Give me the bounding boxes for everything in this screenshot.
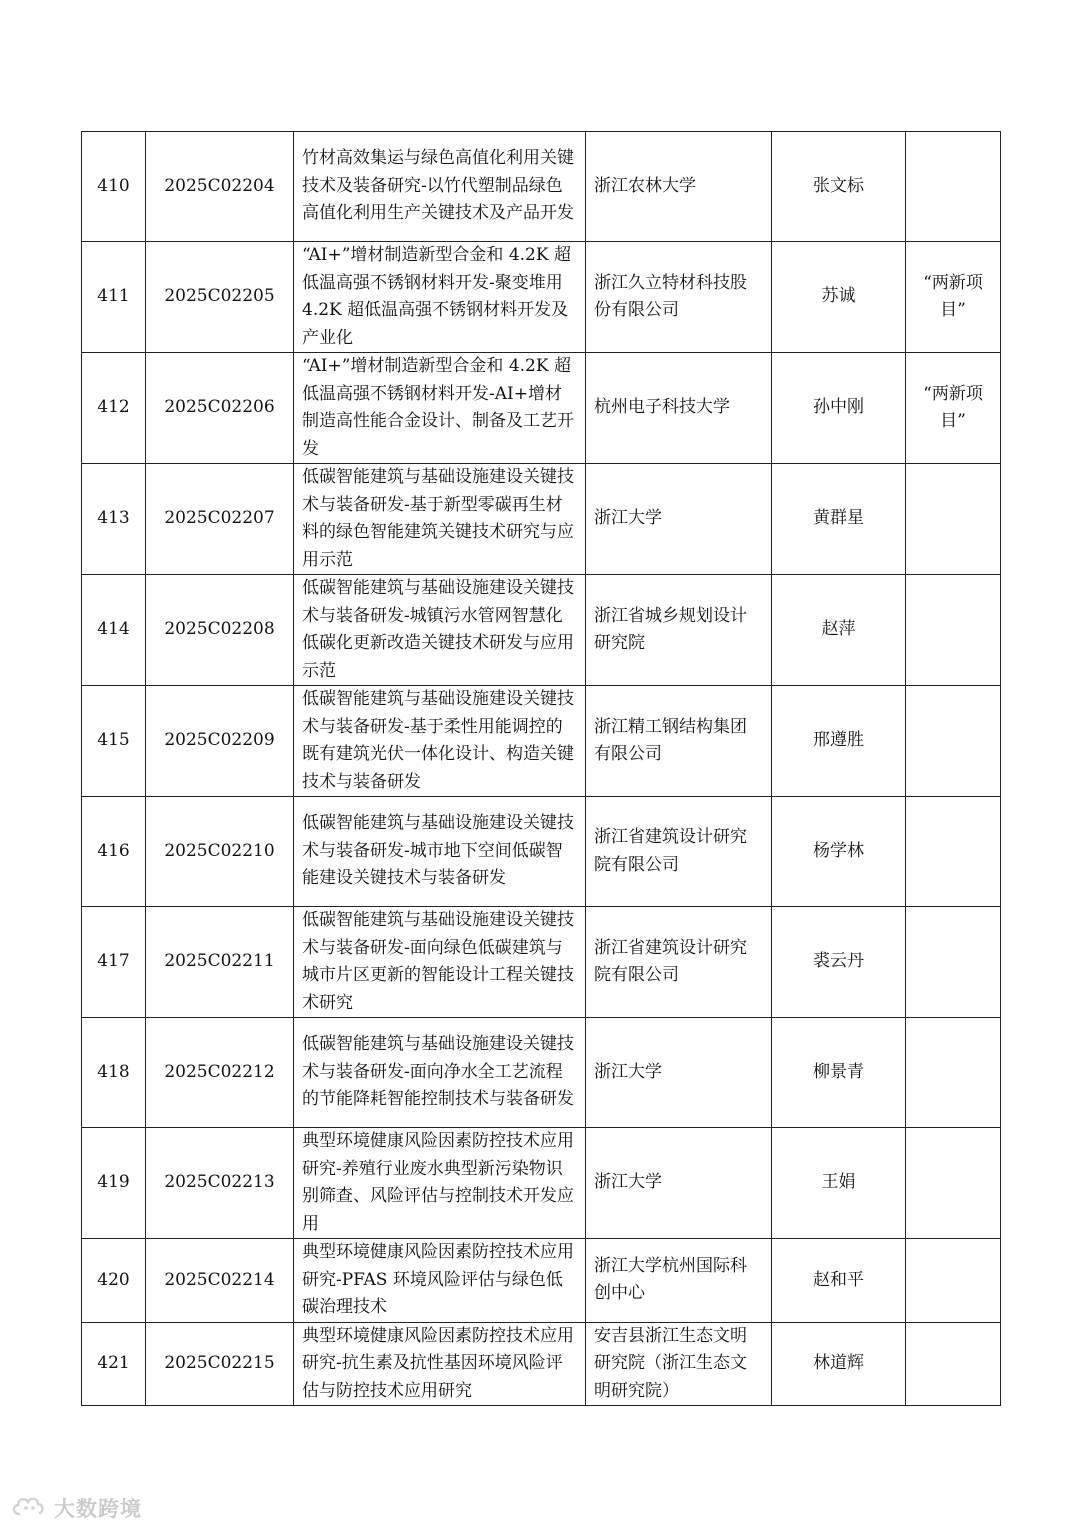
project-code: 2025C02204	[146, 132, 294, 242]
project-name: “AI+”增材制造新型合金和 4.2K 超低温高强不锈钢材料开发-聚变堆用 4.2K 超低温高强不锈钢材料开发及产业化	[294, 242, 586, 353]
organization: 浙江农林大学	[586, 132, 772, 242]
row-number: 420	[82, 1239, 146, 1323]
table-row	[82, 907, 1001, 1018]
project-name: 典型环境健康风险因素防控技术应用研究-PFAS 环境风险评估与绿色低碳治理技术	[294, 1239, 586, 1323]
project-code: 2025C02206	[146, 353, 294, 464]
row-number: 414	[82, 575, 146, 686]
row-number: 421	[82, 1322, 146, 1406]
project-name: 典型环境健康风险因素防控技术应用研究-抗生素及抗性基因环境风险评估与防控技术应用研究	[294, 1322, 586, 1406]
table-row	[82, 797, 1001, 907]
organization: 浙江省城乡规划设计研究院	[586, 575, 772, 686]
table-row	[82, 242, 1001, 353]
project-leader: 赵和平	[772, 1239, 906, 1323]
organization: 浙江大学	[586, 1128, 772, 1239]
project-leader: 王娟	[772, 1128, 906, 1239]
project-code: 2025C02209	[146, 686, 294, 797]
remark	[906, 1322, 1001, 1406]
project-leader: 裘云丹	[772, 907, 906, 1018]
row-number: 410	[82, 132, 146, 242]
project-code: 2025C02213	[146, 1128, 294, 1239]
organization: 浙江省建筑设计研究院有限公司	[586, 797, 772, 907]
remark: “两新项目”	[906, 353, 1001, 464]
project-code: 2025C02211	[146, 907, 294, 1018]
project-code: 2025C02214	[146, 1239, 294, 1323]
project-table	[81, 131, 1001, 1406]
project-code: 2025C02205	[146, 242, 294, 353]
remark: “两新项目”	[906, 242, 1001, 353]
organization: 杭州电子科技大学	[586, 353, 772, 464]
table-row	[82, 132, 1001, 242]
organization: 浙江大学杭州国际科创中心	[586, 1239, 772, 1323]
remark	[906, 575, 1001, 686]
project-leader: 杨学林	[772, 797, 906, 907]
project-name: 低碳智能建筑与基础设施建设关键技术与装备研发-城镇污水管网智慧化低碳化更新改造关键技术研发与应用示范	[294, 575, 586, 686]
row-number: 413	[82, 464, 146, 575]
remark	[906, 1239, 1001, 1323]
project-leader: 林道辉	[772, 1322, 906, 1406]
row-number: 417	[82, 907, 146, 1018]
table-row	[82, 1239, 1001, 1323]
project-code: 2025C02208	[146, 575, 294, 686]
remark	[906, 686, 1001, 797]
row-number: 411	[82, 242, 146, 353]
organization: 浙江久立特材科技股份有限公司	[586, 242, 772, 353]
row-number: 416	[82, 797, 146, 907]
organization: 浙江大学	[586, 464, 772, 575]
table-row	[82, 1018, 1001, 1128]
project-leader: 张文标	[772, 132, 906, 242]
project-name: 低碳智能建筑与基础设施建设关键技术与装备研发-城市地下空间低碳智能建设关键技术与装备研发	[294, 797, 586, 907]
project-name: 低碳智能建筑与基础设施建设关键技术与装备研发-基于柔性用能调控的既有建筑光伏一体化设计、构造关键技术与装备研发	[294, 686, 586, 797]
project-code: 2025C02212	[146, 1018, 294, 1128]
organization: 安吉县浙江生态文明研究院（浙江生态文明研究院）	[586, 1322, 772, 1406]
table-row	[82, 1128, 1001, 1239]
project-name: “AI+”增材制造新型合金和 4.2K 超低温高强不锈钢材料开发-AI+增材制造高性能合金设计、制备及工艺开发	[294, 353, 586, 464]
table-row	[82, 464, 1001, 575]
project-leader: 邢遵胜	[772, 686, 906, 797]
watermark-text: 大数跨境	[54, 1497, 142, 1521]
watermark	[10, 1493, 142, 1523]
project-code: 2025C02215	[146, 1322, 294, 1406]
project-leader: 柳景青	[772, 1018, 906, 1128]
project-name: 低碳智能建筑与基础设施建设关键技术与装备研发-面向绿色低碳建筑与城市片区更新的智能设计工程关键技术研究	[294, 907, 586, 1018]
project-name: 典型环境健康风险因素防控技术应用研究-养殖行业废水典型新污染物识别筛查、风险评估与控制技术开发应用	[294, 1128, 586, 1239]
project-code: 2025C02207	[146, 464, 294, 575]
row-number: 419	[82, 1128, 146, 1239]
project-leader: 黄群星	[772, 464, 906, 575]
table-row	[82, 686, 1001, 797]
organization: 浙江省建筑设计研究院有限公司	[586, 907, 772, 1018]
project-leader: 赵萍	[772, 575, 906, 686]
remark	[906, 907, 1001, 1018]
project-name: 低碳智能建筑与基础设施建设关键技术与装备研发-基于新型零碳再生材料的绿色智能建筑关键技术研究与应用示范	[294, 464, 586, 575]
project-name: 低碳智能建筑与基础设施建设关键技术与装备研发-面向净水全工艺流程的节能降耗智能控制技术与装备研发	[294, 1018, 586, 1128]
remark	[906, 1018, 1001, 1128]
cloud-logo-icon	[10, 1493, 50, 1523]
project-name: 竹材高效集运与绿色高值化利用关键技术及装备研究-以竹代塑制品绿色高值化利用生产关键技术及产品开发	[294, 132, 586, 242]
project-leader: 苏诚	[772, 242, 906, 353]
organization: 浙江精工钢结构集团有限公司	[586, 686, 772, 797]
table-row	[82, 1322, 1001, 1406]
remark	[906, 797, 1001, 907]
table-row	[82, 575, 1001, 686]
remark	[906, 132, 1001, 242]
table-row	[82, 353, 1001, 464]
row-number: 418	[82, 1018, 146, 1128]
project-leader: 孙中刚	[772, 353, 906, 464]
remark	[906, 464, 1001, 575]
row-number: 412	[82, 353, 146, 464]
row-number: 415	[82, 686, 146, 797]
remark	[906, 1128, 1001, 1239]
project-code: 2025C02210	[146, 797, 294, 907]
organization: 浙江大学	[586, 1018, 772, 1128]
